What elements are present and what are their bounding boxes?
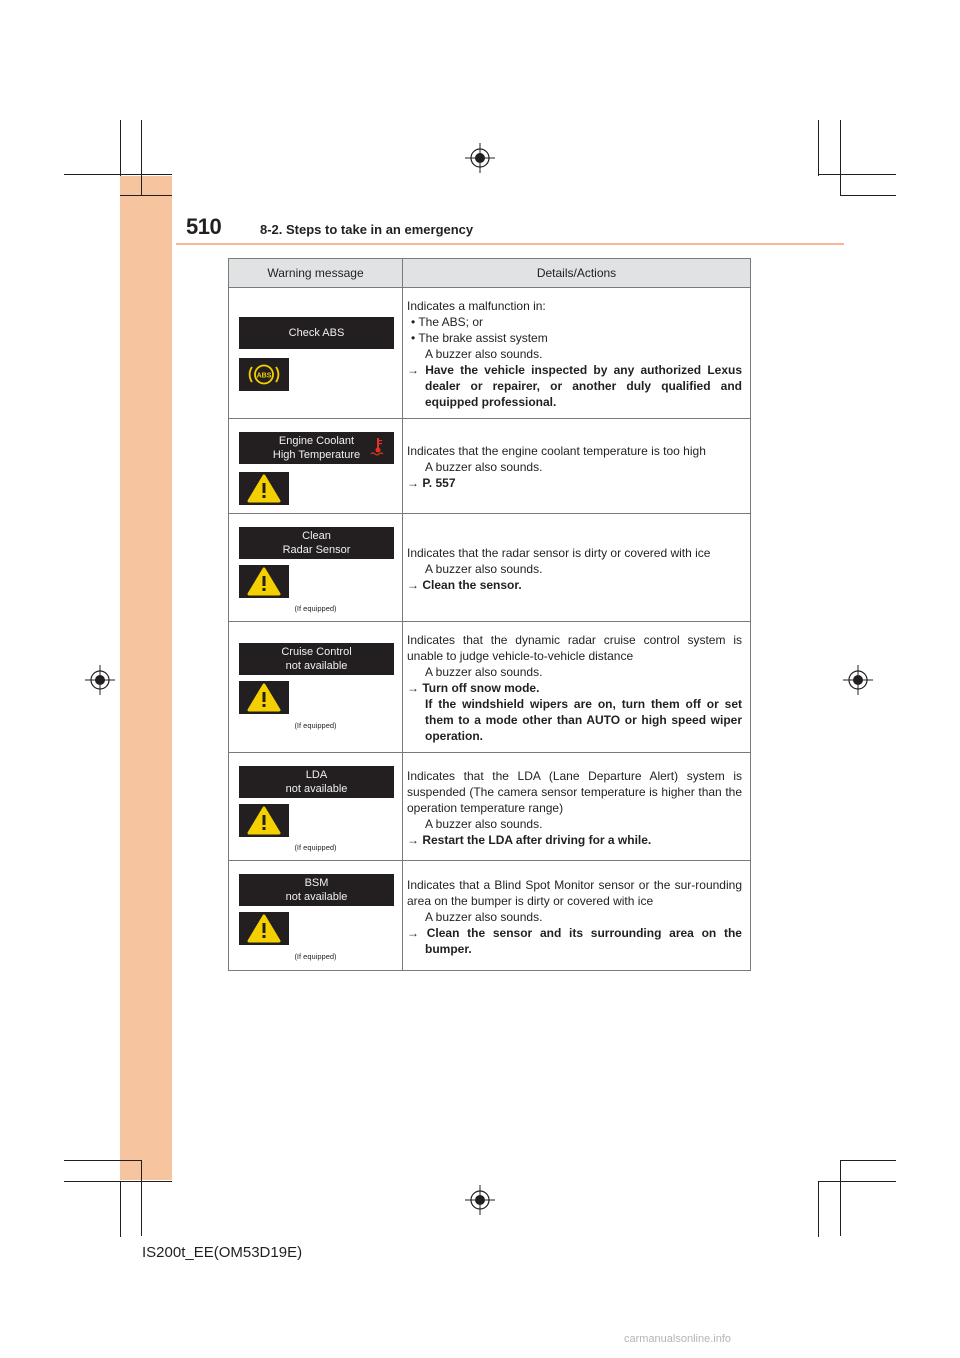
abs-warning-icon — [239, 358, 289, 391]
multi-display-message — [239, 766, 394, 798]
display-text: not available — [285, 660, 348, 672]
crop-mark — [840, 120, 841, 196]
action-label: Have the vehicle inspected by any authorized Lexus dealer or repairer, or another duly qualified and equipped professional. — [425, 363, 742, 409]
action-text: → P. 557 — [407, 476, 456, 490]
warning-message-cell — [229, 419, 403, 514]
buzzer-note: A buzzer also sounds. — [425, 347, 543, 361]
buzzer-note: A buzzer also sounds. — [425, 460, 543, 474]
warning-message-cell — [229, 753, 403, 861]
warning-message-table — [228, 258, 751, 971]
display-text: BSM — [304, 877, 329, 889]
crop-mark — [64, 1181, 172, 1182]
crop-mark — [840, 1160, 896, 1161]
crop-mark — [64, 1160, 142, 1161]
if-equipped-note: (If equipped) — [294, 952, 337, 961]
detail-bullet: • The ABS; or — [411, 315, 484, 329]
table-row — [229, 514, 751, 622]
table-row — [229, 288, 751, 419]
crop-mark — [840, 195, 896, 196]
if-equipped-note: (If equipped) — [294, 721, 337, 730]
warning-triangle-icon — [239, 472, 289, 505]
crop-mark — [120, 1181, 121, 1237]
crop-mark — [141, 120, 142, 196]
action-label: Clean the sensor and its surrounding area on the bumper. — [425, 925, 742, 956]
multi-display-message — [239, 874, 394, 906]
action-text: → Clean the sensor and its surrounding area on the bumper. — [407, 925, 742, 956]
display-text: High Temperature — [272, 449, 361, 461]
detail-bullet: • The brake assist system — [411, 331, 548, 345]
coolant-temperature-icon — [370, 436, 386, 458]
warning-triangle-icon — [239, 681, 289, 714]
display-text: LDA — [305, 769, 328, 781]
warning-message-cell — [229, 288, 403, 419]
warning-message-cell — [229, 622, 403, 753]
crop-mark — [120, 120, 121, 176]
action-label: Restart the LDA after driving for a while. — [422, 832, 652, 847]
action-text: → Restart the LDA after driving for a while. — [407, 832, 652, 847]
buzzer-note: A buzzer also sounds. — [425, 665, 543, 679]
header-rule — [176, 243, 844, 245]
action-text: → Have the vehicle inspected by any authorized Lexus dealer or repairer, or another duly qualified and equipped professional. — [407, 363, 742, 409]
multi-display-message — [239, 527, 394, 559]
document-code: IS200t_EE(OM53D19E) — [142, 1244, 303, 1261]
crop-mark — [64, 174, 172, 175]
warning-triangle-icon — [239, 912, 289, 945]
crop-mark — [141, 1160, 142, 1236]
display-text: Cruise Control — [281, 646, 352, 658]
display-text: Check ABS — [288, 327, 345, 339]
details-cell — [403, 288, 751, 419]
details-cell — [403, 861, 751, 971]
details-cell — [403, 514, 751, 622]
warning-message-cell — [229, 861, 403, 971]
if-equipped-note: (If equipped) — [294, 843, 337, 852]
table-row — [229, 622, 751, 753]
registration-mark-icon — [465, 143, 495, 173]
details-cell — [403, 622, 751, 753]
details-cell — [403, 419, 751, 514]
page-number: 510 — [186, 214, 222, 239]
svg-text:ABS: ABS — [256, 372, 272, 380]
detail-text: Indicates that the radar sensor is dirty or covered with ice — [407, 545, 711, 560]
crop-mark — [818, 1181, 819, 1237]
display-text: not available — [285, 891, 348, 903]
column-header-message: Warning message — [229, 259, 403, 288]
registration-mark-icon — [85, 665, 115, 695]
detail-text: Indicates that the dynamic radar cruise control system is unable to judge vehicle-to-vehicle distance — [407, 633, 742, 663]
crop-mark — [840, 1160, 841, 1236]
watermark: carmanualsonline.info — [624, 1333, 732, 1345]
chapter-sidebar — [120, 176, 172, 1180]
buzzer-note: A buzzer also sounds. — [425, 816, 543, 831]
action-text: → Turn off snow mode. — [407, 681, 540, 695]
display-text: Radar Sensor — [282, 544, 351, 556]
multi-display-message — [239, 317, 394, 349]
crop-mark — [818, 120, 819, 176]
table-header-row — [229, 259, 751, 288]
display-text: Engine Coolant — [278, 435, 355, 447]
action-text: If the windshield wipers are on, turn them off or set them to a mode other than AUTO or high speed wiper operation. — [425, 697, 742, 743]
detail-text: Indicates a malfunction in: — [407, 299, 546, 313]
table-row — [229, 861, 751, 971]
section-title: 8-2. Steps to take in an emergency — [260, 222, 474, 237]
display-text: Clean — [302, 530, 331, 542]
warning-triangle-icon — [239, 804, 289, 837]
warning-message-cell — [229, 514, 403, 622]
action-label: Clean the sensor. — [422, 577, 522, 592]
buzzer-note: A buzzer also sounds. — [425, 909, 543, 924]
detail-text: Indicates that the engine coolant temperature is too high — [407, 444, 706, 458]
crop-mark — [120, 195, 172, 196]
table-row — [229, 419, 751, 514]
display-text: not available — [285, 783, 348, 795]
column-header-details: Details/Actions — [403, 259, 751, 288]
warning-triangle-icon — [239, 565, 289, 598]
detail-text: Indicates that the LDA (Lane Departure Alert) system is suspended (The camera sensor temperature is higher than the operation temperature range) — [407, 768, 742, 815]
registration-mark-icon — [843, 665, 873, 695]
buzzer-note: A buzzer also sounds. — [425, 561, 543, 576]
registration-mark-icon — [465, 1185, 495, 1215]
table-row — [229, 753, 751, 861]
details-cell — [403, 753, 751, 861]
multi-display-message — [239, 432, 394, 464]
detail-text: Indicates that a Blind Spot Monitor sensor or the sur-rounding area on the bumper is dirty or covered with ice — [407, 877, 742, 908]
if-equipped-note: (If equipped) — [294, 604, 337, 613]
action-label: Turn off snow mode. — [422, 681, 540, 695]
page-reference-link[interactable]: P. 557 — [422, 476, 456, 490]
crop-mark — [818, 1181, 896, 1182]
action-text: → Clean the sensor. — [407, 577, 522, 592]
multi-display-message — [239, 643, 394, 675]
crop-mark — [818, 174, 896, 175]
